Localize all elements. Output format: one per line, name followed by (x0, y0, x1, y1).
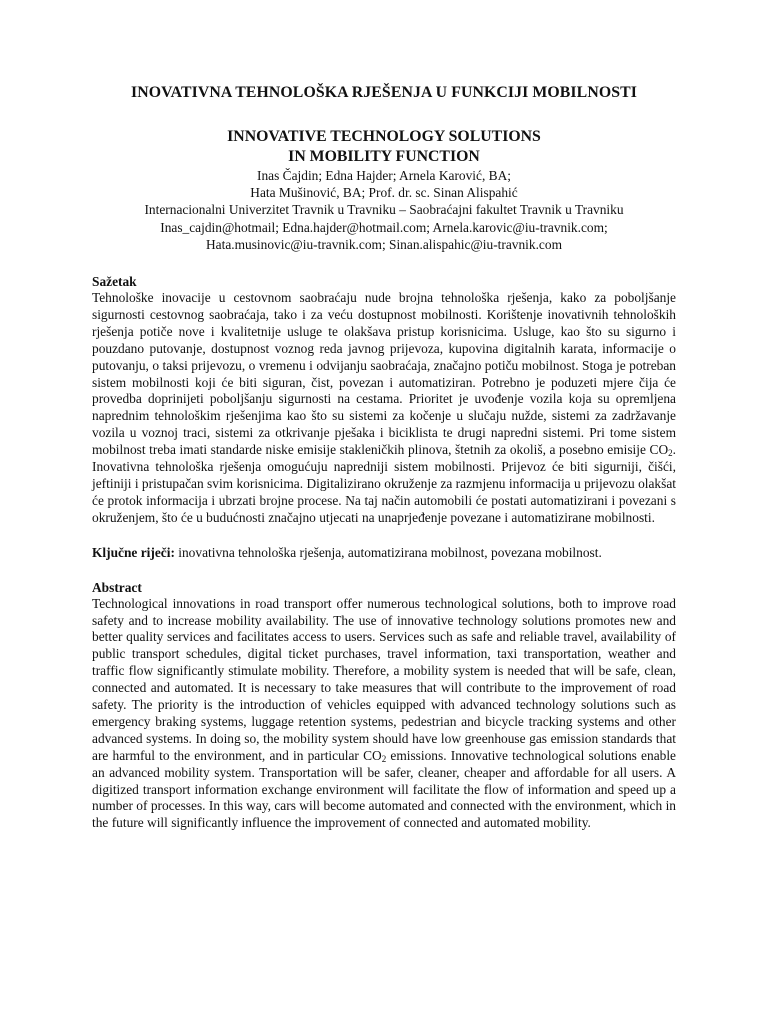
emails-line2: Hata.musinovic@iu-travnik.com; Sinan.alispahic@iu-travnik.com (205, 236, 562, 252)
sazetak-text (92, 290, 676, 527)
abstract-text-part1: Technological innovations in road transport offer numerous technological solutions, both to improve road safety and to increase mobility availability. The use of innovative technology solutions promotes new and better quality services and facilitates access to users. Services such as safe and reliable travel, availability of public transport schedules, digital ticket purchases, travel information, taxi transportation, weather and traffic flow significantly stimulate mobility. Therefore, a mobility system is needed that will be safe, clean, connected and automated. It is necessary to take measures that will contribute to the improvement of road safety. The priority is the introduction of vehicles equipped with advanced technology solutions such as emergency braking systems, luggage retention systems, pedestrian and bicycle tracking systems and other advanced systems. In doing so, the mobility system should have low greenhouse gas emission standards that are harmful to the environment, and in particular CO (92, 595, 676, 763)
title-english (92, 127, 676, 167)
affiliation: Internacionalni Univerzitet Travnik u Travniku – Saobraćajni fakultet Travnik u Travniku (144, 202, 624, 218)
sazetak-section (92, 273, 676, 527)
abstract-section (92, 579, 676, 833)
sazetak-text-part1: Tehnološke inovacije u cestovnom saobraćaju nude brojna tehnološka rješenja, kako za poboljšanje sigurnosti cestovnog saobraćaja, tako i za veću dostupnost mobilnosti. Korištenje inovativnih tehnoloških rješenja potiče nove i kvalitetnije usluge te olakšava pristup korisnicima. Usluge, kao što su sigurno i pouzdano putovanje, dostupnost voznog reda javnog prijevoza, kupovina digitalnih karata, informacije o putovanju, o taksi prijevozu, o vremenu i odvijanju saobraćaja, značajno potiču mobilnost. Stoga je potreban sistem mobilnosti koji će biti siguran, čist, povezan i automatiziran. Potrebno je poduzeti mjere čija će provedba doprinijeti poboljšanju sigurnosti na cestama. Prioritet je uvođenje vozila koja su opremljena naprednim tehnološkim rješenjima kao što su sistemi za kočenje u slučaju nužde, sistemi za zadržavanje vozila u voznoj traci, sistemi za otkrivanje pješaka i biciklista te drugi napredni sistemi. Pri tome sistem mobilnost treba imati standarde niske emisije stakleničkih plinova, štetnih za okoliš, a posebno emisije CO (92, 290, 676, 458)
title-english-line1: INNOVATIVE TECHNOLOGY SOLUTIONS (227, 128, 541, 145)
sazetak-heading: Sažetak (92, 274, 137, 290)
authors-line2: Hata Mušinović, BA; Prof. dr. sc. Sinan Alispahić (250, 185, 518, 201)
sazetak-subscript: 2 (668, 448, 673, 459)
abstract-text (92, 596, 676, 833)
emails-line1: Inas_cajdin@hotmail; Edna.hajder@hotmail.com; Arnela.karovic@iu-travnik.com; (160, 219, 608, 235)
abstract-text-part2: emissions. Innovative technological solutions enable an advanced mobility system. Transportation will be safer, cleaner, cheaper and affordable for all users. A digitized transport information exchange environment will facilitate the flow of information and speed up a number of processes. In this way, cars will become automated and connected with the environment, which in the future will significantly influence the improvement of connected and automated mobility. (92, 747, 676, 831)
author-block (92, 167, 676, 253)
sazetak-text-part2: . Inovativna tehnološka rješenja omogućuju napredniji sistem mobilnosti. Prijevoz će biti sigurniji, čišći, jeftiniji i pristupačan svim korisnicima. Digitalizirano okruženje za razmjenu informacija u prijevozu olakšat će protok informacija i ubrzati brojne procese. Na taj način automobili će postati automatizirani i povezani s okruženjem, što će u budućnosti značajno utjecati na unaprjeđenje povezane i automatizirane mobilnosti. (92, 442, 676, 525)
title-croatian: INOVATIVNA TEHNOLOŠKA RJEŠENJA U FUNKCIJI MOBILNOSTI (131, 84, 637, 101)
abstract-subscript: 2 (381, 753, 387, 764)
keywords-label: Ključne riječi: (92, 544, 175, 560)
keywords-paragraph (92, 545, 676, 562)
title-english-line2: IN MOBILITY FUNCTION (288, 148, 480, 165)
authors-line1: Inas Čajdin; Edna Hajder; Arnela Karović, BA; (257, 168, 511, 183)
abstract-heading: Abstract (92, 579, 142, 595)
keywords-text: inovativna tehnološka rješenja, automatizirana mobilnost, povezana mobilnost. (174, 544, 602, 560)
